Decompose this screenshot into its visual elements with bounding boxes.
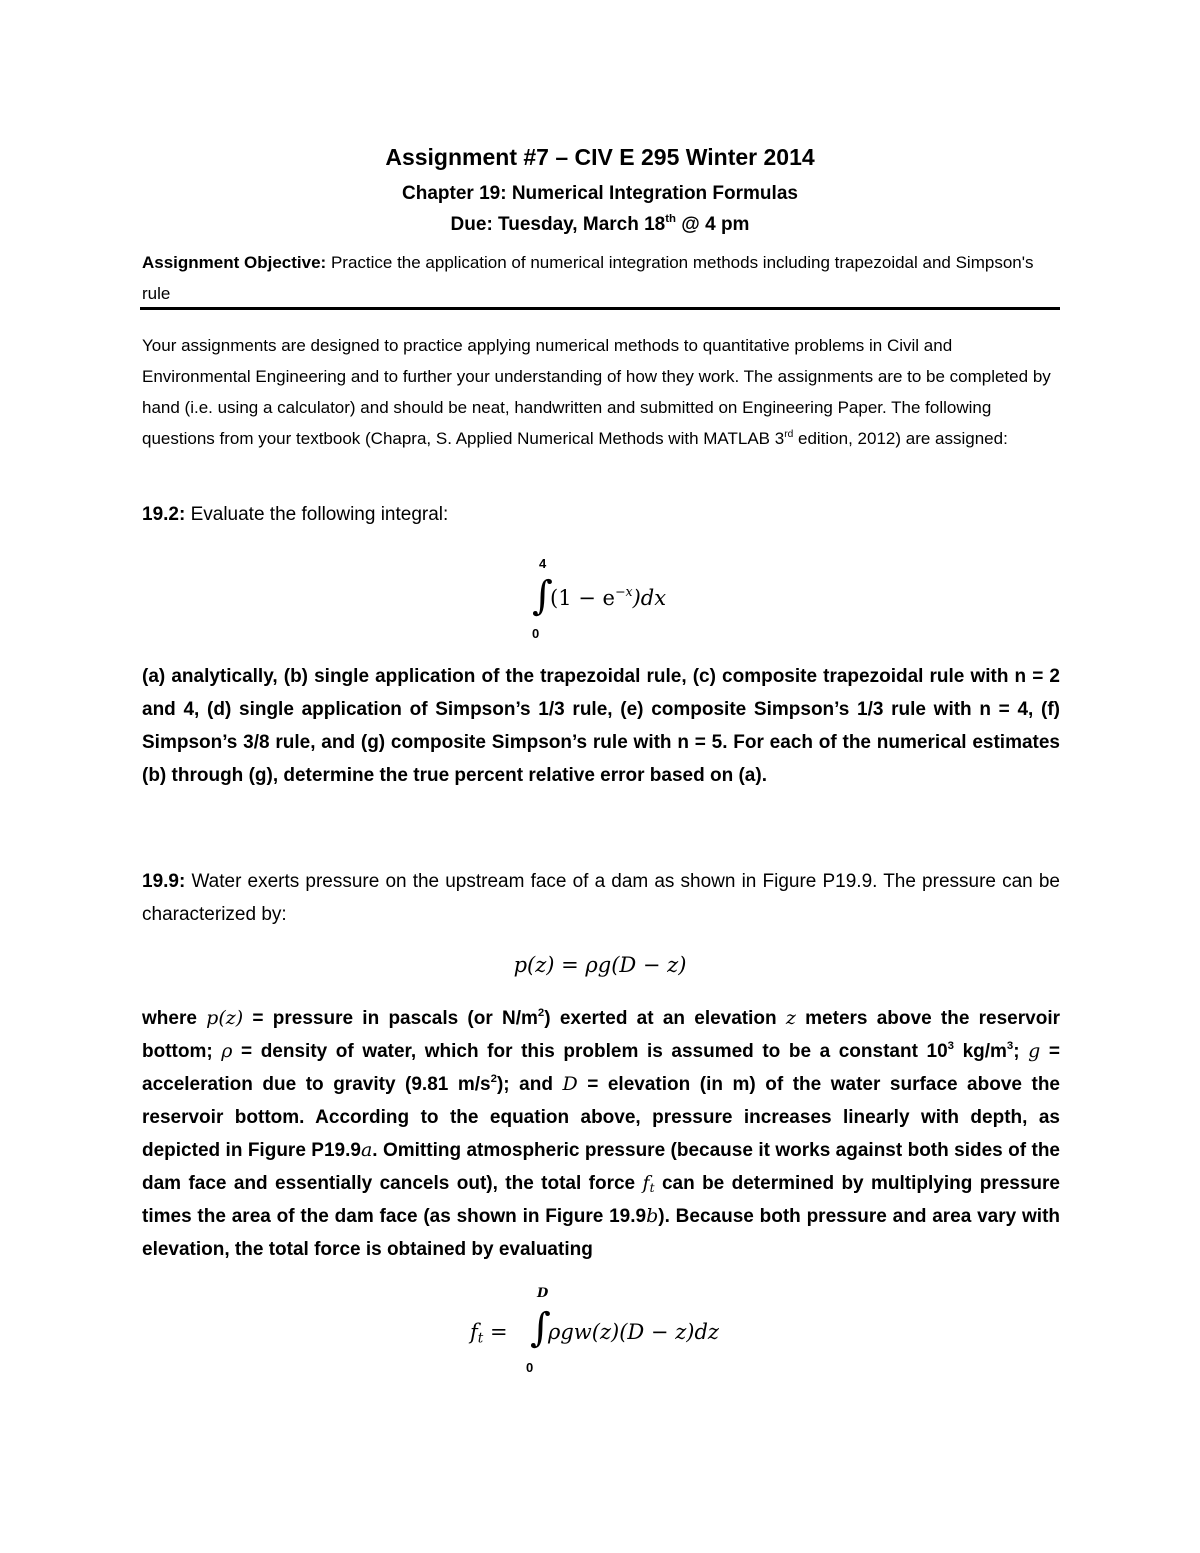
desc-math-d: D xyxy=(562,1073,578,1095)
force-integral xyxy=(470,1286,750,1380)
desc-text: = acceleration due to gravity (9.81 m/s xyxy=(142,1041,1061,1095)
integral-lower-limit: 0 xyxy=(532,626,540,641)
part-f-label: (f) xyxy=(1041,699,1061,720)
integral-upper-limit: D xyxy=(537,1286,549,1301)
part-c-text: composite trapezoidal rule with n = 2 and 4, xyxy=(142,666,1060,720)
desc-text: = elevation (in m) of the water surface above the reservoir bottom. According to the equation above, pressure increases linearly with depth, as depicted in Figure P19.9 xyxy=(142,1074,1060,1161)
question-19-9-description xyxy=(142,1002,1060,1266)
integral-sign: ∫ xyxy=(530,1305,551,1351)
desc-text: ) exerted at an elevation xyxy=(544,1008,786,1029)
integral-lower-limit: 0 xyxy=(526,1360,534,1375)
header-divider xyxy=(140,307,1060,310)
force-integrand-text: ρgw(z)(D − z)dz xyxy=(548,1320,719,1344)
question-number: 19.2: xyxy=(142,504,186,525)
pressure-equation xyxy=(0,953,1200,977)
chapter-subtitle: Chapter 19: Numerical Integration Formulas xyxy=(402,183,798,204)
objective-label: Assignment Objective: xyxy=(142,253,327,272)
part-d-label: (d) xyxy=(207,699,232,720)
desc-sup: 2 xyxy=(537,1007,545,1020)
desc-text: = density of water, which for this problem is assumed to be a constant 10 xyxy=(232,1041,948,1062)
part-g-text: composite Simpson’s rule with n = 5. For each of the numerical estimates (b) through (g), determine the true percent relative error based on (a). xyxy=(142,732,1060,786)
force-equals: = xyxy=(483,1320,508,1344)
desc-text: ). Because both pressure and area vary with elevation, the total force is obtained by evaluating xyxy=(142,1206,1060,1260)
integral-integrand xyxy=(550,586,666,610)
desc-math-a: a xyxy=(360,1139,373,1161)
desc-sup: 3 xyxy=(947,1040,954,1053)
desc-text: . Omitting atmospheric pressure (because it works against both sides of the dam face and essentially cancels out), the total force xyxy=(142,1140,1060,1194)
question-19-2-heading xyxy=(142,504,448,526)
due-date xyxy=(0,214,1200,236)
due-sup: th xyxy=(665,213,677,226)
desc-text: = pressure in pascals (or N/m xyxy=(243,1008,538,1029)
desc-text: ; xyxy=(1013,1041,1029,1062)
desc-math-b: b xyxy=(646,1205,659,1227)
desc-text: meters above the reservoir bottom; xyxy=(142,1008,1060,1062)
integrand-tail: )dx xyxy=(632,586,667,610)
force-lhs-symbol: f xyxy=(470,1320,478,1344)
desc-math-rho: ρ xyxy=(221,1040,233,1062)
question-19-9-body: Water exerts pressure on the upstream face of a dam as shown in Figure P19.9. The pressure can be characterized by: xyxy=(142,871,1060,925)
intro-sup: rd xyxy=(784,428,794,440)
part-d-text: single application of Simpson’s 1/3 rule, xyxy=(231,699,621,720)
force-lhs-sub: t xyxy=(477,1330,484,1347)
pressure-equation-text: p(z) = ρg(D − z) xyxy=(513,953,687,977)
question-heading-text: Evaluate the following integral: xyxy=(185,504,449,525)
part-a-label: (a) xyxy=(142,666,166,687)
part-c-label: (c) xyxy=(692,666,716,687)
page-title: Assignment #7 – CIV E 295 Winter 2014 xyxy=(385,144,815,170)
part-b-label: (b) xyxy=(283,666,309,687)
force-integrand xyxy=(548,1320,719,1344)
desc-math-f: f xyxy=(642,1172,650,1194)
desc-text: ); and xyxy=(496,1074,563,1095)
desc-text: kg/m xyxy=(953,1041,1007,1062)
desc-math-pz: p(z) xyxy=(206,1007,244,1029)
desc-sup: 3 xyxy=(1006,1040,1014,1053)
part-f-text: Simpson’s 3/8 rule, and xyxy=(142,732,361,753)
part-e-label: (e) xyxy=(620,699,644,720)
intro-text-2: edition, 2012) are assigned: xyxy=(793,429,1008,448)
question-number: 19.9: xyxy=(142,871,186,892)
desc-math-z: z xyxy=(785,1007,796,1029)
part-a-text: analytically, xyxy=(165,666,284,687)
integral-upper-limit: 4 xyxy=(539,556,547,571)
question-19-9-text xyxy=(142,865,1060,931)
due-prefix: Due: Tuesday, March 18 xyxy=(450,214,666,235)
assignment-objective xyxy=(142,247,1060,309)
objective-text: Practice the application of numerical integration methods including trapezoidal and Simpson's rule xyxy=(142,253,1034,303)
desc-math-sub: t xyxy=(649,1181,655,1196)
due-suffix: @ 4 pm xyxy=(676,214,750,235)
desc-text: where xyxy=(142,1008,207,1029)
integrand-body: (1 − e xyxy=(550,586,615,610)
desc-text: can be determined by multiplying pressure times the area of the dam face (as shown in Figure 19.9 xyxy=(142,1173,1061,1227)
desc-sup: 2 xyxy=(490,1073,497,1086)
integral-19-2 xyxy=(530,556,710,646)
force-lhs xyxy=(470,1320,508,1347)
part-e-text: composite Simpson’s 1/3 rule with n = 4, xyxy=(643,699,1042,720)
desc-math-g: g xyxy=(1028,1040,1041,1062)
integrand-exponent: −x xyxy=(614,584,633,600)
intro-text-1: Your assignments are designed to practice applying numerical methods to quantitative problems in Civil and Environmental Engineering and to further your understanding of how they work. The assignments are to be completed by hand (i.e. using a calculator) and should be neat, handwritten and submitted on Engineering Paper. The following questions from your textbook (Chapra, S. Applied Numerical Methods with MATLAB 3 xyxy=(142,336,1051,448)
question-19-2-parts xyxy=(142,660,1060,792)
part-b-text: single application of the trapezoidal rule, xyxy=(308,666,693,687)
part-g-label: (g) xyxy=(360,732,386,753)
intro-paragraph xyxy=(142,330,1060,454)
integral-sign: ∫ xyxy=(532,573,553,619)
